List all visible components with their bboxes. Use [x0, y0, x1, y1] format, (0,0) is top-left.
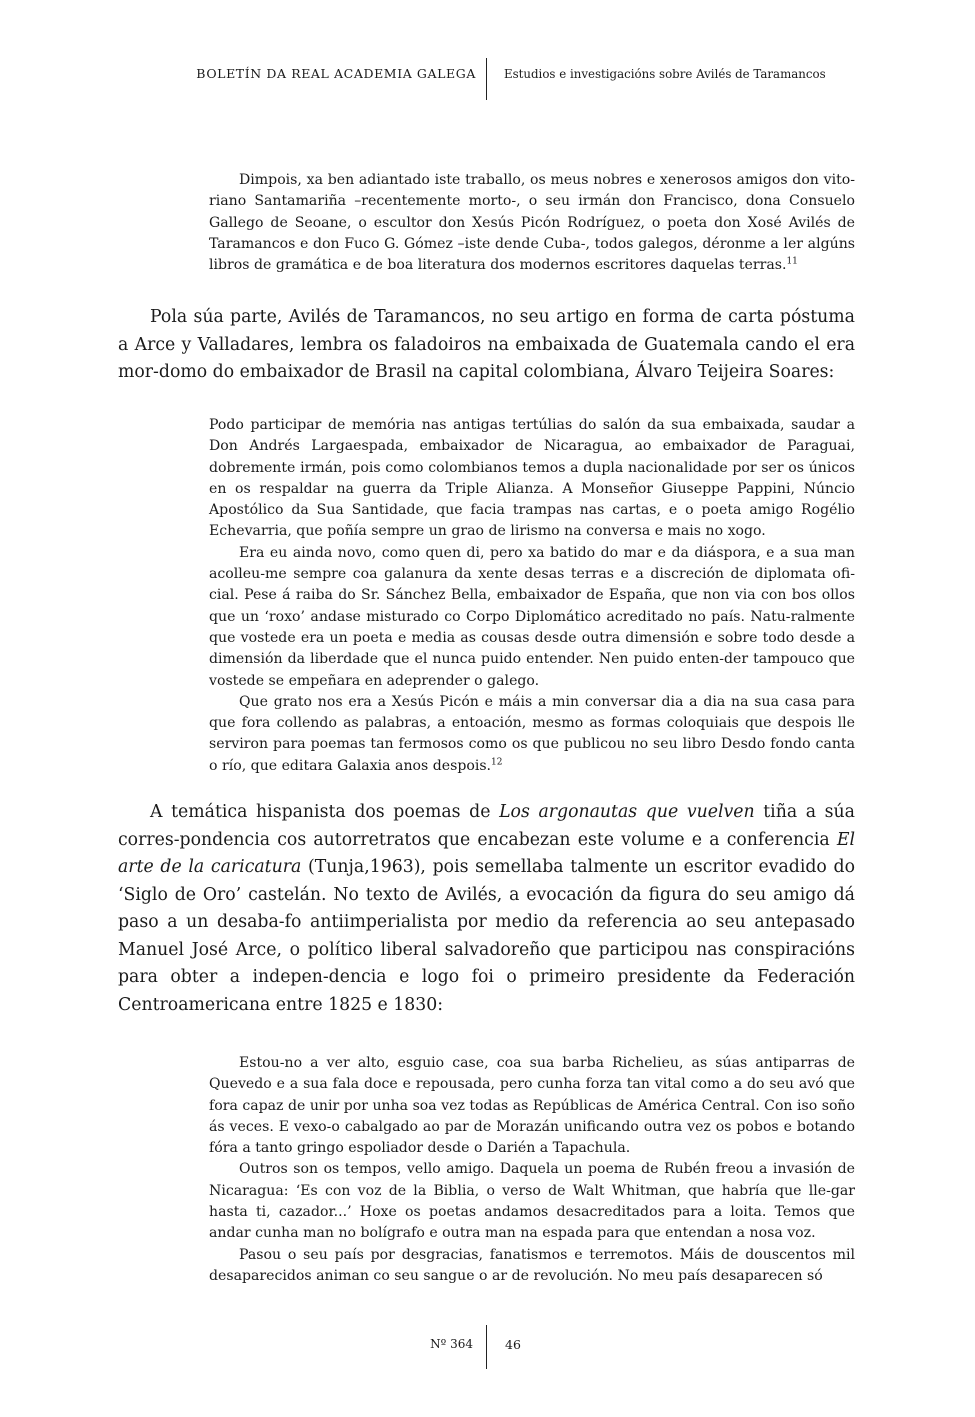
footer-divider: [486, 1325, 487, 1369]
journal-title: BOLETÍN DA REAL ACADEMIA GALEGA: [196, 66, 476, 81]
footnote-ref-11[interactable]: 11: [786, 256, 798, 267]
page-footer: [0, 1325, 975, 1369]
page-number: 46: [505, 1337, 521, 1352]
running-header: [0, 58, 975, 100]
quote-3-paragraph-3: Pasou o seu país por desgracias, fanatismos e terremotos. Máis de douscentos mil desaparecidos animan co seu sangue o ar de revolución. No meu país desaparecen só: [209, 1246, 855, 1284]
footnote-ref-12[interactable]: 12: [491, 757, 503, 768]
section-title: Estudios e investigacións sobre Avilés de Taramancos: [504, 67, 826, 81]
body-paragraph-2: [118, 799, 855, 1019]
issue-number: Nº 364: [430, 1337, 473, 1351]
lecture-title-caricatura: El arte de la caricatura: [118, 829, 855, 877]
paragraph-1-text: Pola súa parte, Avilés de Taramancos, no seu artigo en forma de carta póstuma a Arce y Valladares, lembra os faladoiros na embaixada de Guatemala cando el era mor-domo do embaixador de Brasil na capital colombiana, Álvaro Teijeira Soares:: [118, 307, 855, 382]
quote-1-text: Dimpois, xa ben adiantado iste traballo, os meus nobres e xenerosos amigos don vito-riano Santamariña –recentemente morto-, o seu irmán don Francisco, dona Consuelo Gallego de Seoane, o escultor don Xesús Picón Rodríguez, o poeta don Xosé Avilés de Taramancos e don Fuco G. Gómez –iste dende Cuba-, todos galegos, déronme a ler algúns libros de gramática e de boa literatura dos modernos escritores daquelas terras.: [209, 172, 855, 274]
quote-3-paragraph-2: Outros son os tempos, vello amigo. Daquela un poema de Rubén freou a invasión de Nicaragua: ‘Es con voz de la Biblia, o verso de Walt Whitman, que habría que lle-gar hasta ti, cazador...’ Hoxe os poetas andamos desacreditados para a loita. Temos que andar cunha man no bolígrafo e outra man na espada para que entendan a nosa voz.: [209, 1161, 855, 1242]
body-paragraph-1: [118, 304, 855, 387]
paragraph-2-text-a: A temática hispanista dos poemas de: [150, 802, 491, 822]
quote-2-paragraph-1: Podo participar de memória nas antigas tertúlias do salón da sua embaixada, saudar a Don Andrés Largaespada, embaixador de Nicaragua, ao embaixador de Paraguai, dobremente irmán, pois como colombianos temos a dupla nacionalidade por ser os únicos en os respaldar na guerra da Triple Alianza. A Monseñor Giuseppe Pappini, Núncio Apostólico da Sua Santidade, que facia trampas nas cartas, e o poeta amigo Rogélio Echevarria, que poñía sempre un grao de lirismo na conversa e mais no xogo.: [209, 417, 855, 540]
header-divider: [486, 58, 487, 100]
quote-2-paragraph-3: Que grato nos era a Xesús Picón e máis a min conversar dia a dia na sua casa para que fora collendo as palabras, a entoación, mesmo as formas coloquiais que despois lle serviron para poemas tan fermosos como os que publicou no seu libro Desdo fondo canta o río, que editara Galaxia anos despois.: [209, 693, 855, 774]
paragraph-2-text-b: tiña a súa corres-pondencia cos autorretratos que encabezan este volume e a conferencia: [118, 802, 855, 850]
paragraph-2-text-c: (Tunja,1963), pois semellaba talmente un escritor evadido do ‘Siglo de Oro’ castelán. No texto de Avilés, a evocación da figura do seu amigo dá paso a un desaba-fo antiimperialista por medio da referencia ao seu antepasado Manuel José Arce, o político liberal salvadoreño que participou nas conspiracións para obter a indepen-dencia e logo foi o primeiro presidente da Federación Centroamericana entre 1825 e 1830:: [118, 857, 855, 1015]
block-quote-1: [209, 170, 855, 276]
quote-2-paragraph-2: Era eu ainda novo, como quen di, pero xa batido do mar e da diáspora, e a sua man acolleu-me sempre coa galanura da xente desas terras e a discreción de diplomata ofi-cial. Pese á raiba do Sr. Sánchez Bella, embaixador de España, que non via con bos ollos que un ‘roxo’ andase misturado co Corpo Diplomático acreditado no país. Natu-ralmente que vostede era un poeta e media as cousas desde outra dimensión e sobre todo desde a dimensión da liberdade que el nunca puido entender. Nen puido enten-der tampouco que vostede se empeñara en adeprender o galego.: [209, 544, 855, 689]
quote-3-paragraph-1: Estou-no a ver alto, esguio case, coa sua barba Richelieu, as súas antiparras de Quevedo e a sua fala doce e repousada, pero cunha forza tan vital como a do seu avó que fora capaz de unir por unha soa vez todas as Repúblicas de América Central. Con iso soño ás veces. E vexo-o cabalgado ao par de Morazán unificando outra vez os pobos e botando fóra a tanto gringo espoliador desde o Darién a Tapachula.: [209, 1055, 855, 1157]
block-quote-2: [209, 415, 855, 777]
block-quote-3: [209, 1053, 855, 1287]
book-title-argonautas: Los argonautas que vuelven: [499, 802, 755, 822]
